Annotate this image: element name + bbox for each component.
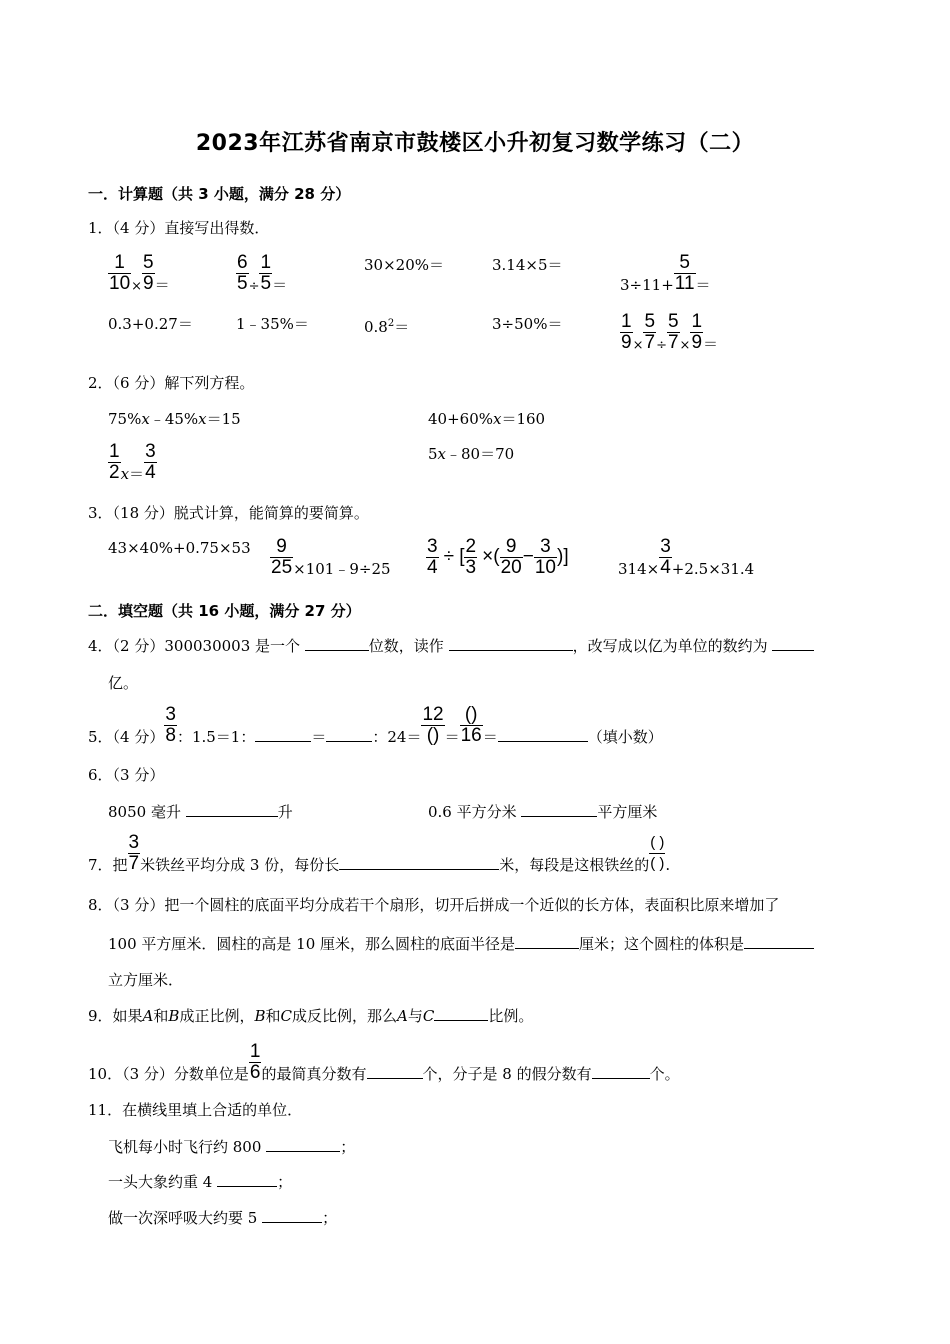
q6-item-a: 8050 毫升 升 — [108, 803, 293, 821]
q9: 9．如果A和B成正比例，B和C成反比例，那么A与C 比例。 — [88, 1007, 534, 1025]
q11-line-1: 飞机每小时飞行约 800 ； — [108, 1138, 356, 1156]
q4-line-1: 4．（2 分）300030003 是一个 位数，读作 ，改写成以亿为单位的数约为 — [88, 636, 814, 655]
q7-blank-fraction[interactable]: $\frac{( )}{( )}$ — [650, 834, 665, 872]
q2-equation-a: 75%x﹣45%x＝15 — [108, 410, 241, 428]
q10-blank-1[interactable] — [367, 1064, 423, 1079]
q10-blank-2[interactable] — [592, 1064, 650, 1079]
q6-stem: 6．（3 分） — [88, 766, 165, 784]
q4-blank-1[interactable] — [305, 636, 369, 651]
q8-line-1: 8．（3 分）把一个圆柱的底面平均分成若干个扇形，切开后拼成一个近似的长方体，表面积比原来增加了 — [88, 896, 780, 914]
section-1-heading: 一．计算题（共 3 小题，满分 28 分） — [88, 185, 351, 203]
q5-blank-3[interactable] — [498, 727, 588, 742]
q3-calc-3: $\frac{3}{4}$ ÷ [ $\frac{2}{3}$ ×( $\frac{9}{20}$ − $\frac{3}{10}$ )] — [427, 536, 569, 578]
q1-expr-1: $\frac{1}{10}$ $_\times$ $\frac{5}{9}$ ＝ — [109, 252, 170, 294]
q11-stem: 11．在横线里填上合适的单位． — [88, 1101, 303, 1119]
q11-blank-2[interactable] — [217, 1172, 277, 1187]
q3-calc-2: $\frac{9}{25}$ ×101﹣9÷25 — [271, 536, 391, 578]
q7: 7．把 $\frac{3}{7}$ 米铁丝平均分成 3 份，每份长 米，每段是这根铁丝的 $\frac{( )}{( )}$ . — [88, 832, 671, 874]
q1-expr-6: 0.3+0.27＝ — [108, 315, 193, 333]
q11-line-3: 做一次深呼吸大约要 5 ； — [108, 1209, 338, 1227]
q5: 5．（4 分） $\frac{3}{8}$ ：1.5＝1： ＝ ：24＝ $\frac{12}{()}$ ＝ $\frac{()}{16}$ ＝ （填小数） — [88, 704, 663, 746]
page-title: 2023年江苏省南京市鼓楼区小升初复习数学练习（二） — [195, 131, 755, 156]
q4-line-2: 亿。 — [108, 674, 139, 692]
q2-stem: 2．（6 分）解下列方程。 — [88, 374, 255, 392]
q11-line-2: 一头大象约重 4 ； — [108, 1173, 293, 1191]
q8-line-2: 100 平方厘米．圆柱的高是 10 厘米，那么圆柱的底面半径是 厘米；这个圆柱的体积是 — [108, 934, 814, 953]
q1-expr-10: $\frac{1}{9}$ $_\times$ $\frac{5}{7}$ $_\div$ $\frac{5}{7}$ $_\times$ $\frac{1}{9}$ ＝ — [621, 311, 719, 353]
q7-blank-1[interactable] — [339, 855, 499, 870]
q4-blank-2[interactable] — [449, 636, 573, 651]
q8-blank-2[interactable] — [744, 934, 814, 949]
section-2-heading: 二．填空题（共 16 小题，满分 27 分） — [88, 602, 361, 620]
q4-blank-3[interactable] — [772, 636, 814, 651]
q1-expr-9: 3÷50%＝ — [492, 315, 563, 333]
q2-equation-c: $\frac{1}{2}$ x＝ $\frac{3}{4}$ — [109, 441, 156, 483]
q3-calc-4: 314× $\frac{3}{4}$ +2.5×31.4 — [618, 536, 755, 578]
q5-blank-2[interactable] — [326, 727, 372, 742]
q3-calc-1: 43×40%+0.75×53 — [108, 539, 251, 557]
q8-blank-1[interactable] — [515, 934, 579, 949]
q6-blank-2[interactable] — [521, 802, 597, 817]
q1-expr-8: $0.8^2=$ — [364, 318, 410, 336]
q6-blank-1[interactable] — [186, 802, 278, 817]
q8-line-3: 立方厘米． — [108, 971, 184, 989]
q11-blank-1[interactable] — [266, 1137, 340, 1152]
q9-blank[interactable] — [434, 1006, 488, 1021]
q1-expr-4: 3.14×5＝ — [492, 256, 563, 274]
q2-equation-d: 5x﹣80＝70 — [428, 445, 515, 463]
q11-blank-3[interactable] — [262, 1208, 322, 1223]
q6-item-b: 0.6 平方分米 平方厘米 — [428, 803, 658, 821]
q10: 10．（3 分）分数单位是 $\frac{1}{6}$ 的最简真分数有 个，分子是 8 的假分数有 个。 — [88, 1041, 680, 1083]
q1-stem: 1．（4 分）直接写出得数． — [88, 219, 270, 237]
q5-blank-1[interactable] — [255, 727, 311, 742]
q1-expr-5: 3÷11+ $\frac{5}{11}$ ＝ — [620, 252, 711, 294]
q1-expr-2: $\frac{6}{5}$ $_\div$ $\frac{1}{5}$ ＝ — [237, 252, 288, 294]
q2-equation-b: 40+60%x＝160 — [428, 410, 546, 428]
q1-expr-3: 30×20%＝ — [364, 256, 444, 274]
q1-expr-7: 1﹣35%＝ — [236, 315, 309, 333]
q3-stem: 3．（18 分）脱式计算，能简算的要简算。 — [88, 504, 369, 522]
